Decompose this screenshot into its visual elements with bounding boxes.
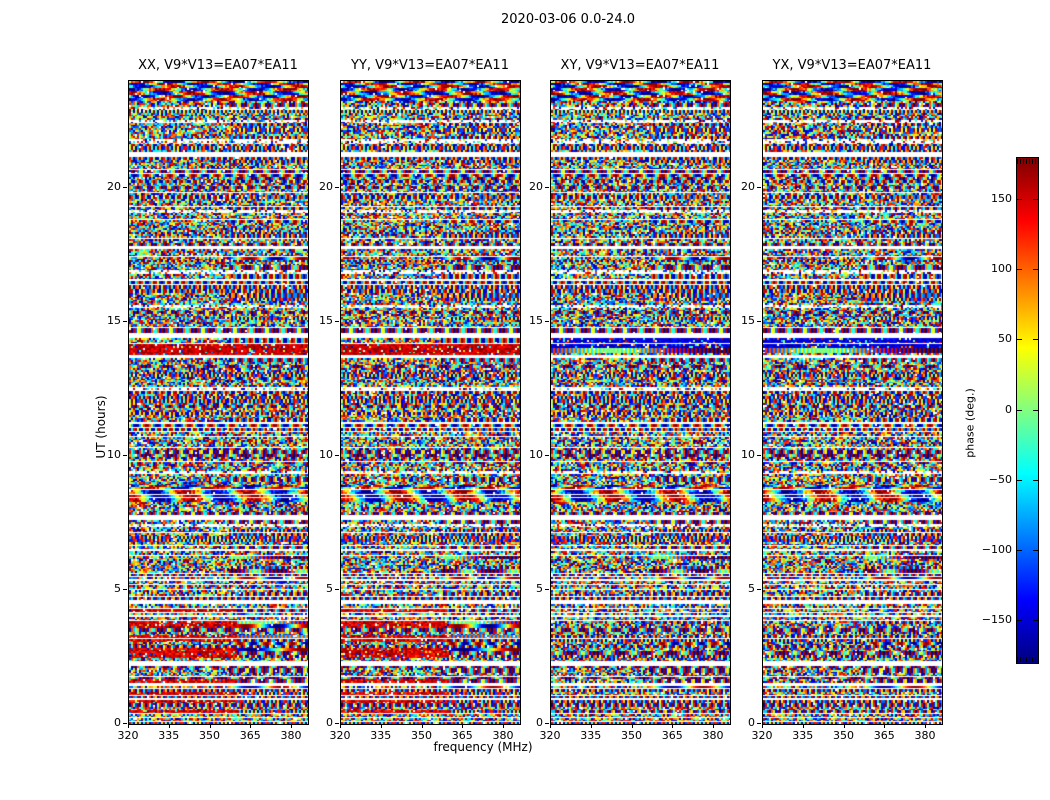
x-tick-mark <box>925 724 926 728</box>
x-tick-mark <box>250 724 251 728</box>
y-tick-mark <box>757 589 761 590</box>
x-tick-label: 380 <box>914 729 936 742</box>
y-tick-mark <box>335 589 339 590</box>
colorbar-tick-mark <box>1017 620 1022 621</box>
phase-heatmap-canvas-xx <box>129 81 308 724</box>
y-tick-mark <box>335 321 339 322</box>
panel-title-xx: XX, V9*V13=EA07*EA11 <box>138 58 298 73</box>
y-tick-mark <box>757 187 761 188</box>
colorbar-tick-mark <box>1017 550 1022 551</box>
x-tick-label: 320 <box>751 729 773 742</box>
panel-title-yy: YY, V9*V13=EA07*EA11 <box>351 58 509 73</box>
x-tick-label: 365 <box>239 729 261 742</box>
x-tick-label: 380 <box>702 729 724 742</box>
x-tick-label: 320 <box>539 729 561 742</box>
y-tick-mark <box>757 321 761 322</box>
y-tick-label: 20 <box>741 180 755 194</box>
x-tick-mark <box>713 724 714 728</box>
colorbar-tick-mark <box>1033 339 1038 340</box>
x-tick-mark <box>462 724 463 728</box>
colorbar <box>1016 157 1039 664</box>
y-tick-mark <box>545 589 549 590</box>
x-tick-mark <box>422 724 423 728</box>
y-tick-label: 15 <box>319 314 333 328</box>
y-tick-label: 10 <box>107 448 121 462</box>
panel-xx <box>128 80 309 725</box>
y-tick-label: 5 <box>114 582 121 596</box>
x-tick-mark <box>503 724 504 728</box>
x-tick-mark <box>550 724 551 728</box>
y-tick-mark <box>545 187 549 188</box>
y-tick-label: 15 <box>741 314 755 328</box>
panel-title-xy: XY, V9*V13=EA07*EA11 <box>560 58 720 73</box>
x-tick-mark <box>340 724 341 728</box>
y-tick-label: 15 <box>107 314 121 328</box>
x-tick-mark <box>844 724 845 728</box>
colorbar-tick-mark <box>1017 480 1022 481</box>
x-tick-mark <box>672 724 673 728</box>
x-tick-label: 350 <box>833 729 854 742</box>
y-tick-mark <box>123 455 127 456</box>
y-tick-mark <box>545 321 549 322</box>
panel-yx <box>762 80 943 725</box>
y-tick-mark <box>757 455 761 456</box>
colorbar-tick-mark <box>1033 620 1038 621</box>
colorbar-tick-mark <box>1033 550 1038 551</box>
y-tick-label: 20 <box>107 180 121 194</box>
colorbar-tick-label: −100 <box>981 542 1012 556</box>
colorbar-tick-mark <box>1017 410 1022 411</box>
x-tick-mark <box>632 724 633 728</box>
x-tick-label: 350 <box>621 729 642 742</box>
x-tick-mark <box>803 724 804 728</box>
x-tick-mark <box>591 724 592 728</box>
y-tick-mark <box>335 187 339 188</box>
colorbar-tick-mark <box>1017 269 1022 270</box>
x-tick-label: 320 <box>329 729 351 742</box>
colorbar-top-comb <box>1017 159 1038 164</box>
y-tick-label: 10 <box>741 448 755 462</box>
x-tick-label: 335 <box>158 729 180 742</box>
x-tick-label: 335 <box>792 729 814 742</box>
y-tick-label: 0 <box>114 716 121 729</box>
colorbar-tick-label: −150 <box>981 612 1012 626</box>
x-tick-label: 365 <box>873 729 895 742</box>
y-tick-mark <box>545 723 549 724</box>
y-tick-mark <box>335 723 339 724</box>
colorbar-label: phase (deg.) <box>963 388 977 458</box>
phase-heatmap-canvas-xy <box>551 81 730 724</box>
x-tick-label: 335 <box>370 729 392 742</box>
colorbar-bottom-comb <box>1017 657 1038 662</box>
x-tick-label: 365 <box>451 729 473 742</box>
x-tick-mark <box>291 724 292 728</box>
x-tick-label: 350 <box>199 729 220 742</box>
colorbar-tick-mark <box>1033 199 1038 200</box>
y-tick-label: 5 <box>536 582 543 596</box>
colorbar-tick-mark <box>1033 410 1038 411</box>
y-tick-mark <box>335 455 339 456</box>
colorbar-tick-mark <box>1017 199 1022 200</box>
x-tick-label: 380 <box>492 729 514 742</box>
x-tick-label: 335 <box>580 729 602 742</box>
y-tick-mark <box>123 723 127 724</box>
colorbar-tick-label: 150 <box>991 192 1012 206</box>
y-tick-mark <box>123 321 127 322</box>
y-tick-label: 10 <box>319 448 333 462</box>
x-tick-mark <box>381 724 382 728</box>
x-tick-label: 365 <box>661 729 683 742</box>
x-tick-label: 380 <box>280 729 302 742</box>
x-tick-mark <box>169 724 170 728</box>
y-tick-label: 20 <box>319 180 333 194</box>
colorbar-tick-label: 50 <box>998 332 1012 346</box>
y-tick-label: 5 <box>748 582 755 596</box>
panel-yy <box>340 80 521 725</box>
colorbar-tick-label: 0 <box>1005 402 1012 416</box>
y-axis-label: UT (hours) <box>94 395 108 459</box>
y-tick-mark <box>123 589 127 590</box>
figure-title: 2020-03-06 0.0-24.0 <box>501 12 635 27</box>
y-tick-label: 10 <box>529 448 543 462</box>
x-axis-label: frequency (MHz) <box>433 740 533 754</box>
colorbar-tick-mark <box>1017 339 1022 340</box>
x-tick-mark <box>762 724 763 728</box>
colorbar-tick-label: −50 <box>988 472 1012 486</box>
y-tick-label: 0 <box>326 716 333 729</box>
colorbar-tick-mark <box>1033 480 1038 481</box>
y-tick-label: 5 <box>326 582 333 596</box>
colorbar-tick-mark <box>1033 269 1038 270</box>
panel-xy <box>550 80 731 725</box>
y-tick-label: 0 <box>748 716 755 729</box>
x-tick-label: 320 <box>117 729 139 742</box>
y-tick-mark <box>123 187 127 188</box>
y-tick-label: 0 <box>536 716 543 729</box>
phase-heatmap-canvas-yx <box>763 81 942 724</box>
x-tick-mark <box>884 724 885 728</box>
y-tick-mark <box>757 723 761 724</box>
x-tick-label: 350 <box>411 729 432 742</box>
y-tick-mark <box>545 455 549 456</box>
phase-heatmap-canvas-yy <box>341 81 520 724</box>
x-tick-mark <box>128 724 129 728</box>
y-tick-label: 20 <box>529 180 543 194</box>
y-tick-label: 15 <box>529 314 543 328</box>
x-tick-mark <box>210 724 211 728</box>
panel-title-yx: YX, V9*V13=EA07*EA11 <box>772 58 932 73</box>
colorbar-tick-label: 100 <box>991 262 1012 276</box>
